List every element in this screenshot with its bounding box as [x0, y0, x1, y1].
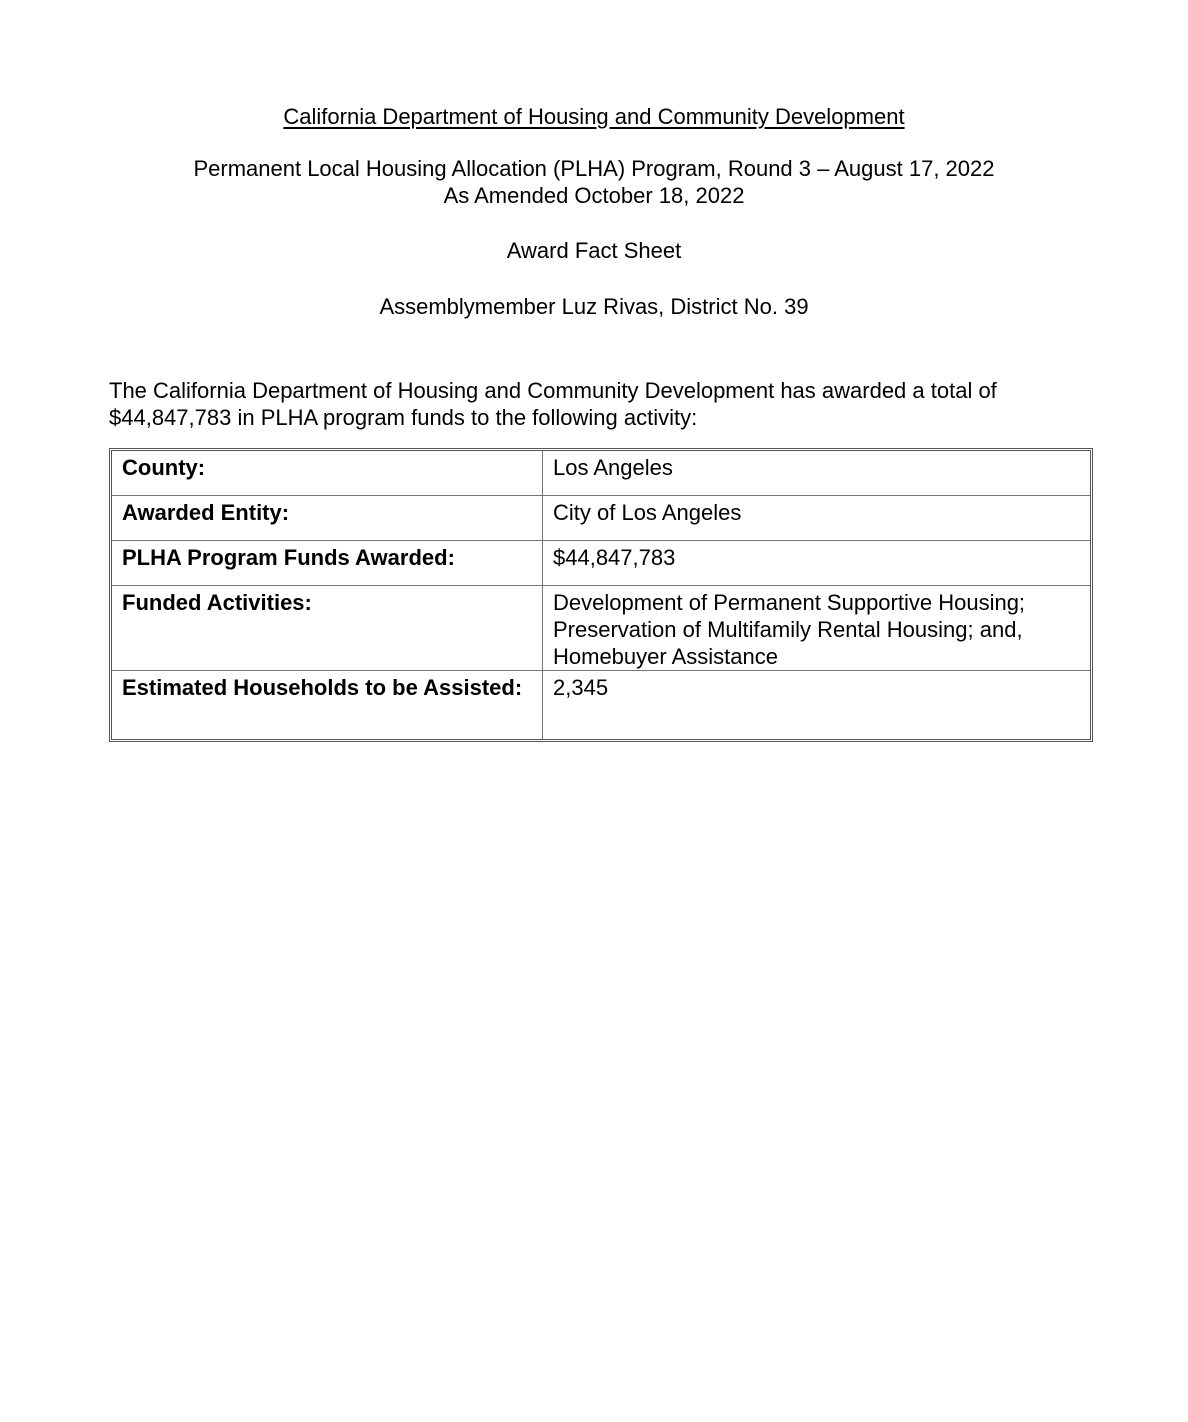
amendment-date: As Amended October 18, 2022 [443, 183, 745, 208]
assemblymember-line: Assemblymember Luz Rivas, District No. 39 [379, 294, 809, 319]
funds-awarded-value: $44,847,783 [543, 541, 1090, 586]
county-label: County: [112, 451, 543, 496]
sheet-title: Award Fact Sheet [506, 238, 682, 263]
department-title: California Department of Housing and Community Development [283, 104, 905, 129]
table-row-county [112, 451, 1090, 496]
table-row-awarded-entity [112, 496, 1090, 541]
program-title: Permanent Local Housing Allocation (PLHA) Program, Round 3 – August 17, 2022 [193, 156, 995, 181]
intro-paragraph: The California Department of Housing and Community Development has awarded a total of $44,847,783 in PLHA program funds to the following activity: [109, 378, 997, 430]
awarded-entity-label: Awarded Entity: [112, 496, 543, 541]
table-row-funded-activities [112, 586, 1090, 671]
county-value: Los Angeles [543, 451, 1090, 496]
estimated-households-value: 2,345 [553, 675, 609, 700]
estimated-households-label: Estimated Households to be Assisted: [112, 671, 543, 739]
table-row-estimated-households [112, 671, 1090, 739]
awarded-entity-value: City of Los Angeles [543, 496, 1090, 541]
funded-activities-value: Development of Permanent Supportive Housing; Preservation of Multifamily Rental Housing; and, Homebuyer Assistance [543, 586, 1090, 671]
table-row-funds-awarded [112, 541, 1090, 586]
funded-activities-label: Funded Activities: [112, 586, 543, 671]
award-table [109, 448, 1093, 742]
funds-awarded-label: PLHA Program Funds Awarded: [112, 541, 543, 586]
